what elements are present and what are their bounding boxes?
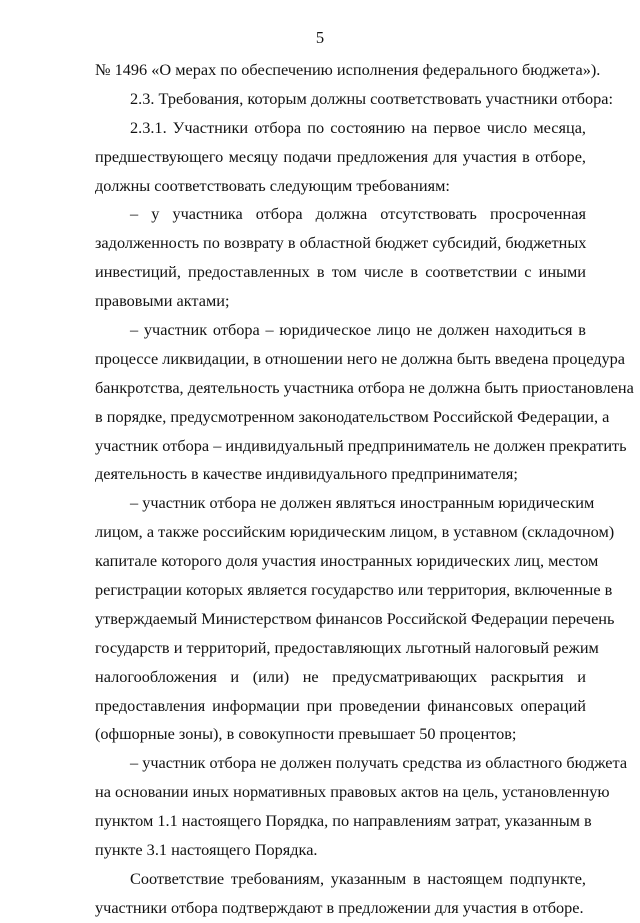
text-line: пунктом 1.1 настоящего Порядка, по направлениям затрат, указанным в xyxy=(95,811,592,831)
text-line: 2.3.1. Участники отбора по состоянию на первое число месяца, xyxy=(130,117,586,137)
text-line: предшествующего месяцу подачи предложения для участия в отборе, xyxy=(95,146,586,166)
text-line: правовыми актами; xyxy=(95,291,230,311)
text-line: № 1496 «О мерах по обеспечению исполнения федерального бюджета»). xyxy=(95,60,601,79)
text-line: задолженность по возврату в областной бюджет субсидий, бюджетных xyxy=(95,233,587,253)
text-line: деятельность в качестве индивидуального предпринимателя; xyxy=(95,464,518,484)
text-line: участник отбора – индивидуальный предприниматель не должен прекратить xyxy=(95,435,627,455)
text-line: – участник отбора не должен являться иностранным юридическим xyxy=(130,493,595,513)
text-line: пункте 3.1 настоящего Порядка. xyxy=(95,840,318,860)
text-line: предоставления информации при проведении финансовых операций xyxy=(95,695,586,715)
text-line: лицом, а также российским юридическим лицом, в уставном (складочном) xyxy=(95,522,615,542)
text-line: – у участника отбора должна отсутствовать просроченная xyxy=(130,204,586,224)
text-line: процессе ликвидации, в отношении него не должна быть введена процедура xyxy=(95,348,626,368)
document-body xyxy=(95,56,634,923)
text-line: участники отбора подтверждают в предложении для участия в отборе. xyxy=(95,897,584,917)
text-line: Соответствие требованиям, указанным в настоящем подпункте, xyxy=(130,868,586,888)
text-line: инвестиций, предоставленных в том числе в соответствии с иными xyxy=(95,262,586,282)
text-line: в порядке, предусмотренном законодательством Российской Федерации, а xyxy=(95,406,610,426)
text-line: – участник отбора – юридическое лицо не должен находиться в xyxy=(130,320,586,340)
text-line: на основании иных нормативных правовых актов на цель, установленную xyxy=(95,782,610,802)
text-line: государств и территорий, предоставляющих льготный налоговый режим xyxy=(95,637,599,657)
text-line: утверждаемый Министерством финансов Российской Федерации перечень xyxy=(95,608,615,628)
text-line: регистрации которых является государство или территория, включенные в xyxy=(95,580,613,600)
text-line: (офшорные зоны), в совокупности превышает 50 процентов; xyxy=(95,724,517,744)
text-line: капитале которого доля участия иностранных юридических лиц, местом xyxy=(95,551,599,571)
text-line: должны соответствовать следующим требованиям: xyxy=(95,175,450,195)
text-line: налогообложения и (или) не предусматривающих раскрытия и xyxy=(95,666,586,686)
page-number: 5 xyxy=(315,28,325,47)
text-line: банкротства, деятельность участника отбора не должна быть приостановлена xyxy=(95,377,634,397)
text-line: – участник отбора не должен получать средства из областного бюджета xyxy=(130,753,628,773)
text-line: 2.3. Требования, которым должны соответствовать участники отбора: xyxy=(130,88,614,108)
